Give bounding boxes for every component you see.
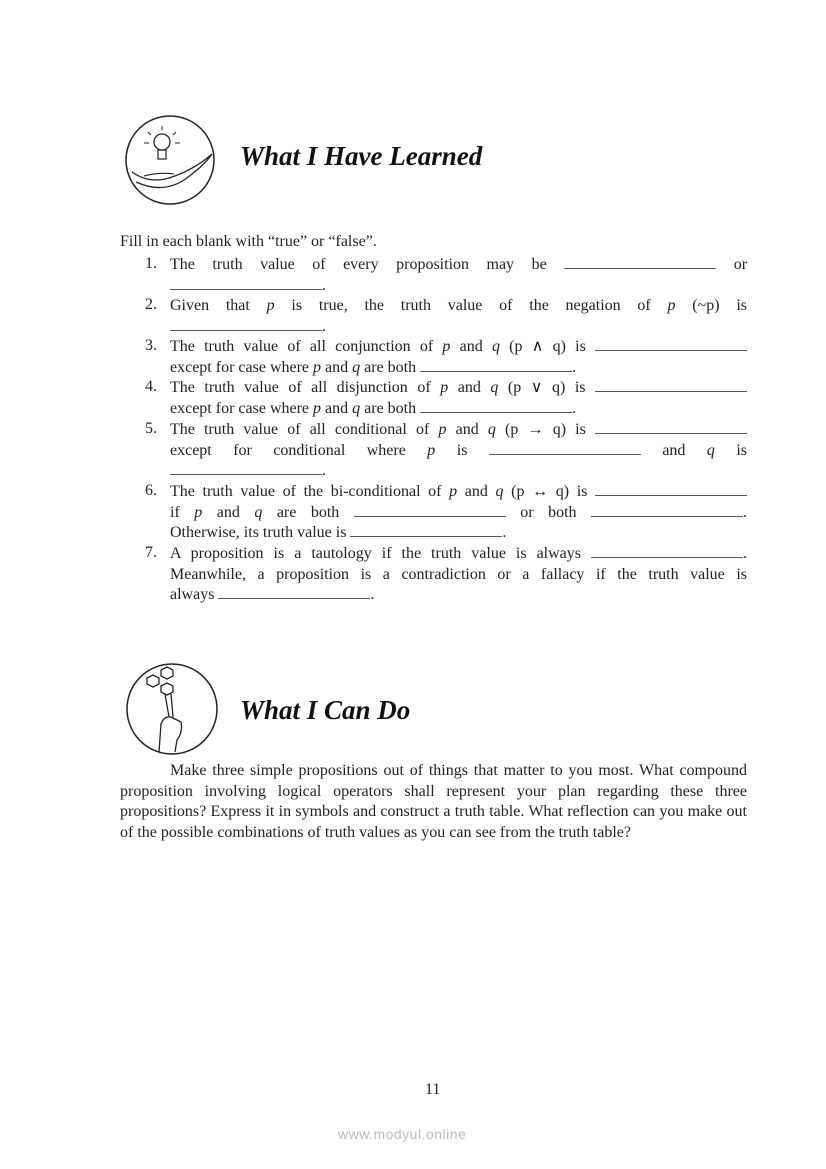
item-text: if	[170, 503, 180, 521]
item-text: and	[662, 441, 686, 459]
section-heading-can-do: What I Can Do	[240, 695, 411, 725]
variable: q	[352, 358, 361, 376]
item-text: .	[743, 503, 748, 521]
item-text: (p ∧ q) is	[509, 338, 586, 355]
item-text: The truth value of the bi-conditional of	[170, 483, 442, 500]
answer-blank[interactable]	[354, 504, 506, 517]
item-number: 3.	[145, 337, 157, 354]
instructions: Fill in each blank with “true” or “false”.	[120, 233, 377, 250]
item-text: is	[736, 441, 748, 459]
item-text: The truth value of every proposition may be	[170, 256, 547, 273]
variable: q	[706, 441, 715, 459]
item-line	[170, 503, 747, 523]
item-text: and	[455, 421, 479, 438]
variable: p	[194, 503, 203, 521]
answer-blank[interactable]	[420, 359, 572, 372]
item-line	[170, 523, 747, 543]
item-text: Meanwhile, a proposition is a contradiction or a fallacy if the truth value is	[170, 565, 747, 583]
item-text: and	[459, 338, 483, 355]
answer-blank[interactable]	[170, 318, 322, 331]
variable: q	[495, 483, 504, 500]
item-number: 5.	[145, 420, 157, 437]
variable: q	[352, 399, 361, 417]
watermark: www.modyul.online	[338, 1126, 467, 1142]
item-number: 1.	[145, 255, 157, 272]
item-line	[170, 255, 747, 275]
item-text: or both	[520, 503, 577, 521]
answer-blank[interactable]	[489, 442, 641, 455]
item-text: except for case where	[170, 358, 310, 376]
item-line	[170, 337, 747, 357]
item-number: 7.	[145, 544, 157, 561]
item-number: 4.	[145, 378, 157, 395]
item-text: is	[456, 441, 468, 459]
item-line	[170, 358, 747, 378]
item-line	[170, 317, 747, 337]
variable: q	[491, 338, 500, 355]
answer-blank[interactable]	[218, 586, 370, 599]
item-text: and	[325, 358, 349, 376]
item-text: are both	[276, 503, 340, 521]
item-text: Given that	[170, 297, 250, 314]
answer-blank[interactable]	[591, 545, 743, 558]
item-text: are both	[364, 399, 417, 417]
answer-blank[interactable]	[350, 524, 502, 537]
item-text: or	[733, 256, 748, 273]
item-line	[170, 565, 747, 585]
item-line	[170, 276, 747, 296]
item-text: The truth value of all conjunction of	[170, 338, 434, 355]
item-line	[170, 296, 747, 316]
item-text: .	[572, 358, 577, 376]
item-text: .	[322, 276, 326, 294]
item-text: The truth value of all disjunction of	[170, 379, 431, 396]
answer-blank[interactable]	[595, 338, 747, 351]
item-text: are both	[364, 358, 417, 376]
wrench-hand-icon	[125, 662, 219, 756]
variable: q	[487, 421, 496, 438]
item-line	[170, 378, 747, 398]
page-number: 11	[425, 1081, 441, 1098]
variable: p	[442, 338, 451, 355]
lightbulb-hand-icon	[124, 114, 216, 208]
answer-blank[interactable]	[595, 483, 747, 496]
item-text: Otherwise, its truth value is	[170, 524, 347, 542]
answer-blank[interactable]	[595, 379, 747, 392]
item-text: and	[216, 503, 240, 521]
item-text: and	[325, 399, 349, 417]
variable: p	[449, 483, 458, 500]
variable: p	[667, 297, 676, 314]
item-text: and	[464, 483, 488, 500]
answer-blank[interactable]	[591, 504, 743, 517]
activity-paragraph: Make three simple propositions out of things that matter to you most. What compound proposition involving logical operators shall represent your plan regarding these three propositions? Express it in symbols and construct a truth table. What reflection can you make out of the possible combinations of truth values as you can see from the truth table?	[120, 762, 747, 842]
variable: p	[313, 399, 322, 417]
item-number: 2.	[145, 296, 157, 313]
variable: p	[266, 297, 275, 314]
variable: q	[490, 379, 499, 396]
item-number: 6.	[145, 482, 157, 499]
answer-blank[interactable]	[564, 256, 716, 269]
answer-blank[interactable]	[420, 400, 572, 413]
item-text: .	[743, 545, 748, 562]
item-text: (p → q) is	[505, 421, 586, 438]
item-text: (p ↔ q) is	[511, 483, 588, 500]
item-line	[170, 461, 747, 481]
answer-blank[interactable]	[170, 462, 322, 475]
answer-blank[interactable]	[170, 277, 322, 290]
variable: p	[313, 358, 322, 376]
item-line	[170, 482, 747, 502]
variable: p	[440, 379, 449, 396]
section-heading-learned: What I Have Learned	[240, 141, 483, 171]
item-text: .	[502, 524, 507, 542]
item-text: and	[457, 379, 481, 396]
item-line	[170, 420, 747, 440]
item-line	[170, 585, 747, 605]
item-text: .	[322, 317, 326, 335]
answer-blank[interactable]	[595, 421, 747, 434]
item-text: .	[572, 399, 577, 417]
item-line	[170, 441, 747, 461]
item-text: always	[170, 586, 215, 604]
variable: p	[427, 441, 436, 459]
item-text: is true, the truth value of the negation of	[291, 297, 651, 314]
item-text: except for case where	[170, 399, 310, 417]
item-line	[170, 399, 747, 419]
item-text: .	[322, 462, 326, 480]
item-line	[170, 544, 747, 564]
variable: q	[254, 503, 263, 521]
item-text: .	[370, 586, 375, 604]
item-text: except for conditional where	[170, 441, 406, 459]
variable: p	[438, 421, 447, 438]
item-text: (~p) is	[692, 297, 748, 314]
item-text: A proposition is a tautology if the truth value is always	[170, 545, 582, 562]
item-text: The truth value of all conditional of	[170, 421, 430, 438]
item-text: (p ∨ q) is	[507, 379, 586, 396]
